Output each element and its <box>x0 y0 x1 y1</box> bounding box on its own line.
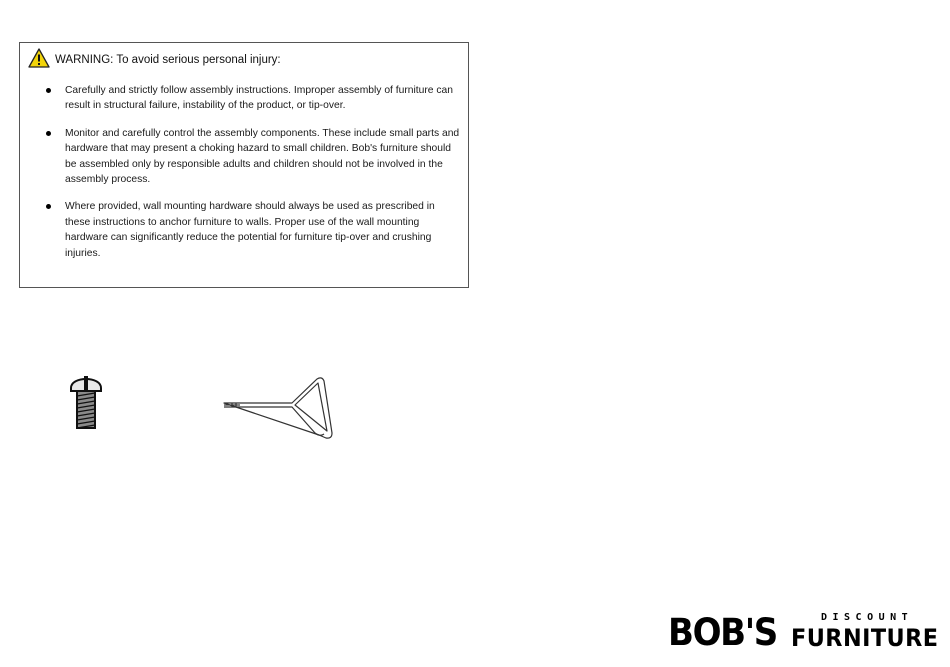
warning-item-text: Monitor and carefully control the assembly components. These include small parts and hardware that may present a choking hazard to small children. Bob's furniture should be assembled only by responsible adults and children should not be involved in the assembly process. <box>65 127 460 186</box>
screw-icon <box>68 372 104 437</box>
warning-header <box>28 48 281 68</box>
logo-bobs: BOB'S <box>668 611 777 654</box>
bullet <box>46 204 51 209</box>
warning-title: WARNING: To avoid serious personal injury: <box>55 54 281 66</box>
allen-key-icon <box>222 377 334 446</box>
logo-furniture: FURNITURE <box>791 624 939 652</box>
warning-item <box>20 199 468 261</box>
warning-box <box>19 42 469 288</box>
bullet <box>46 131 51 136</box>
warning-item <box>20 126 468 188</box>
warning-item-text: Carefully and strictly follow assembly instructions. Improper assembly of furniture can result in structural failure, instability of the product, or tip-over. <box>65 85 453 112</box>
warning-item-text: Where provided, wall mounting hardware should always be used as prescribed in these instructions to anchor furniture to walls. Proper use of the wall mounting hardware can significantly reduce the potential for furniture tip-over and crushing injuries. <box>65 201 435 259</box>
warning-item <box>20 83 468 114</box>
warning-list <box>20 83 468 273</box>
bullet <box>46 88 51 93</box>
warning-triangle-icon <box>28 48 50 68</box>
bobs-discount-furniture-logo <box>668 612 940 654</box>
logo-discount: DISCOUNT <box>821 612 914 623</box>
